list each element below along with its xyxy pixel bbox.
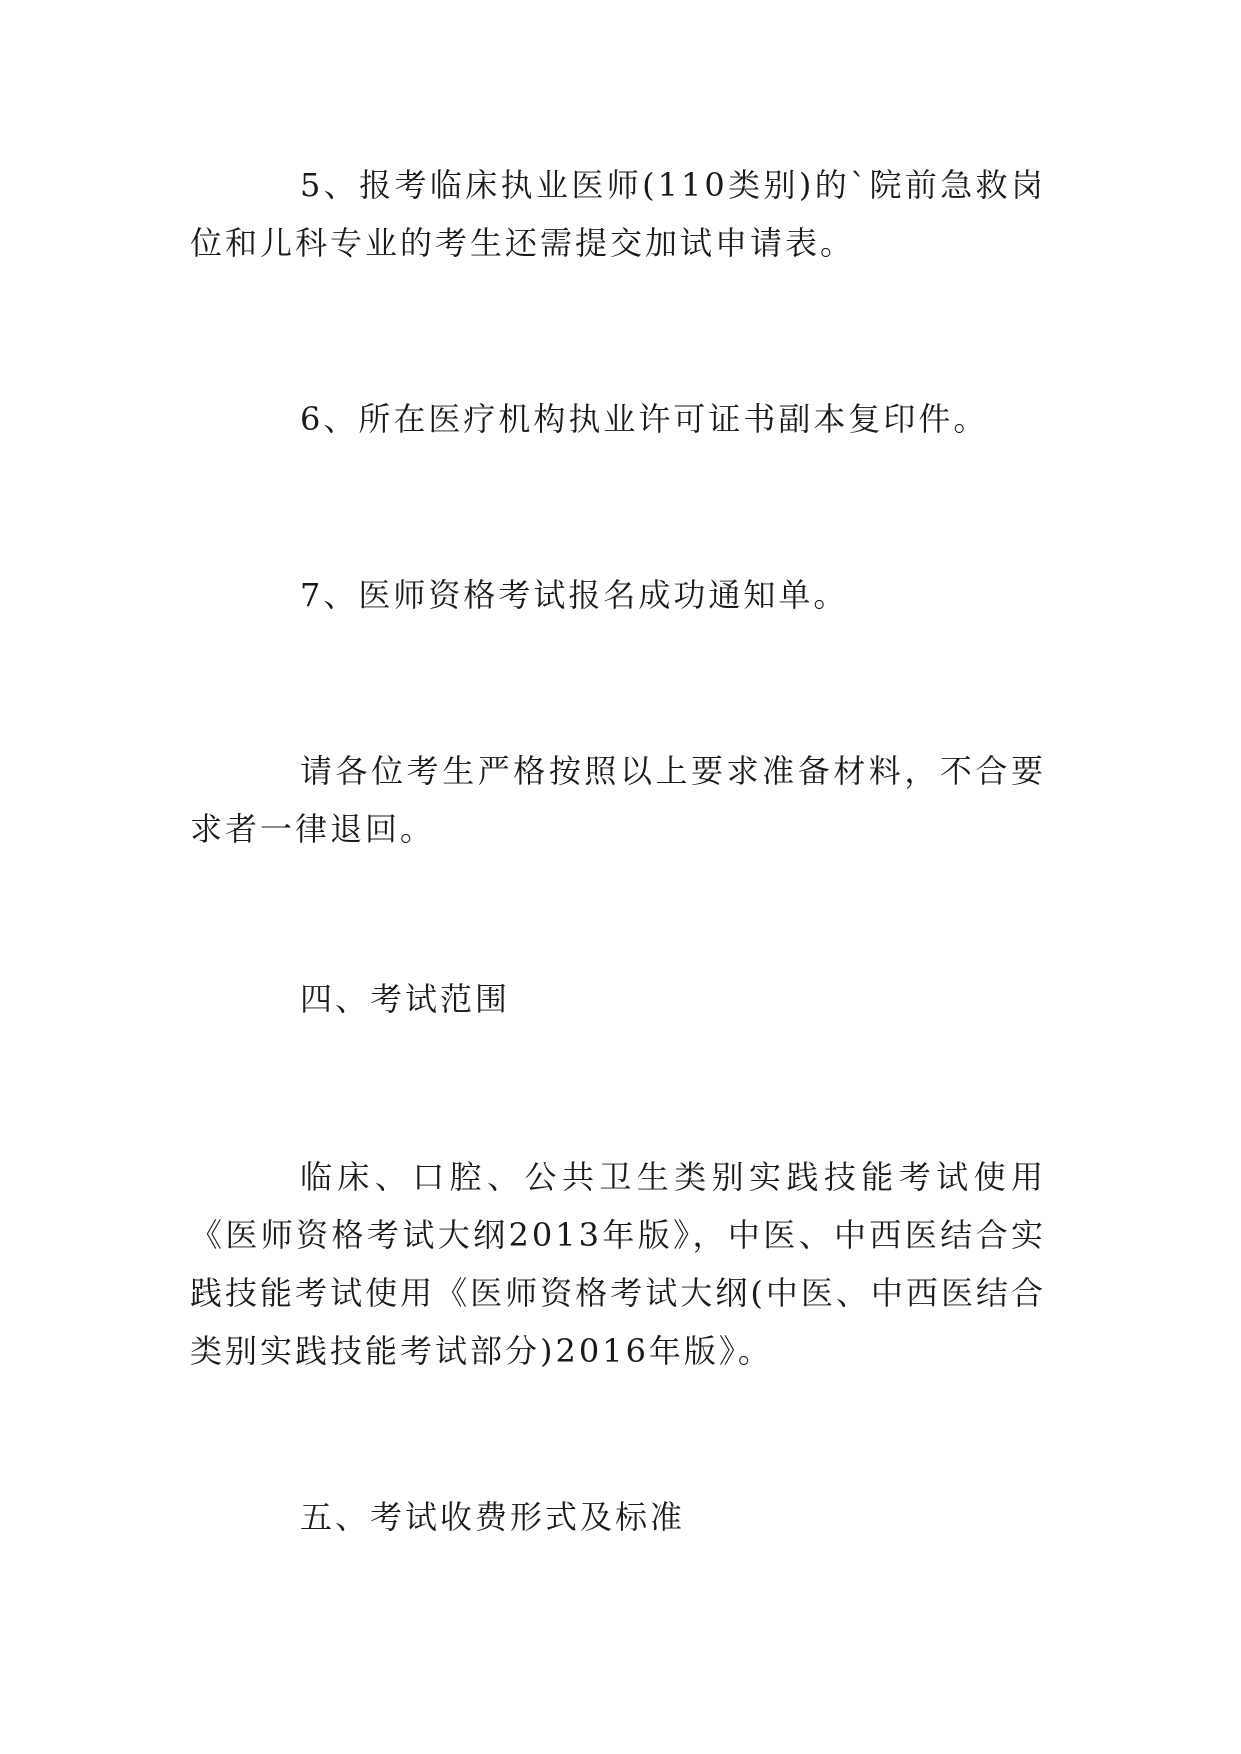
section-heading-exam-scope: 四、考试范围 <box>300 980 511 1018</box>
paragraph-item-7: 7、医师资格考试报名成功通知单。 <box>300 576 849 614</box>
paragraph-item-5: 5、报考临床执业医师(110类别)的`院前急救岗位和儿科专业的考生还需提交加试申请表。 <box>190 166 1046 262</box>
paragraph-exam-scope: 临床、口腔、公共卫生类别实践技能考试使用《医师资格考试大纲2013年版》，中医、中西医结合实践技能考试使用《医师资格考试大纲(中医、中西医结合类别实践技能考试部分)2016年版》。 <box>190 1158 1046 1370</box>
section-heading-fees: 五、考试收费形式及标准 <box>300 1498 686 1536</box>
paragraph-item-6: 6、所在医疗机构执业许可证书副本复印件。 <box>300 400 989 438</box>
paragraph-notice: 请各位考生严格按照以上要求准备材料，不合要求者一律退回。 <box>190 752 1046 848</box>
